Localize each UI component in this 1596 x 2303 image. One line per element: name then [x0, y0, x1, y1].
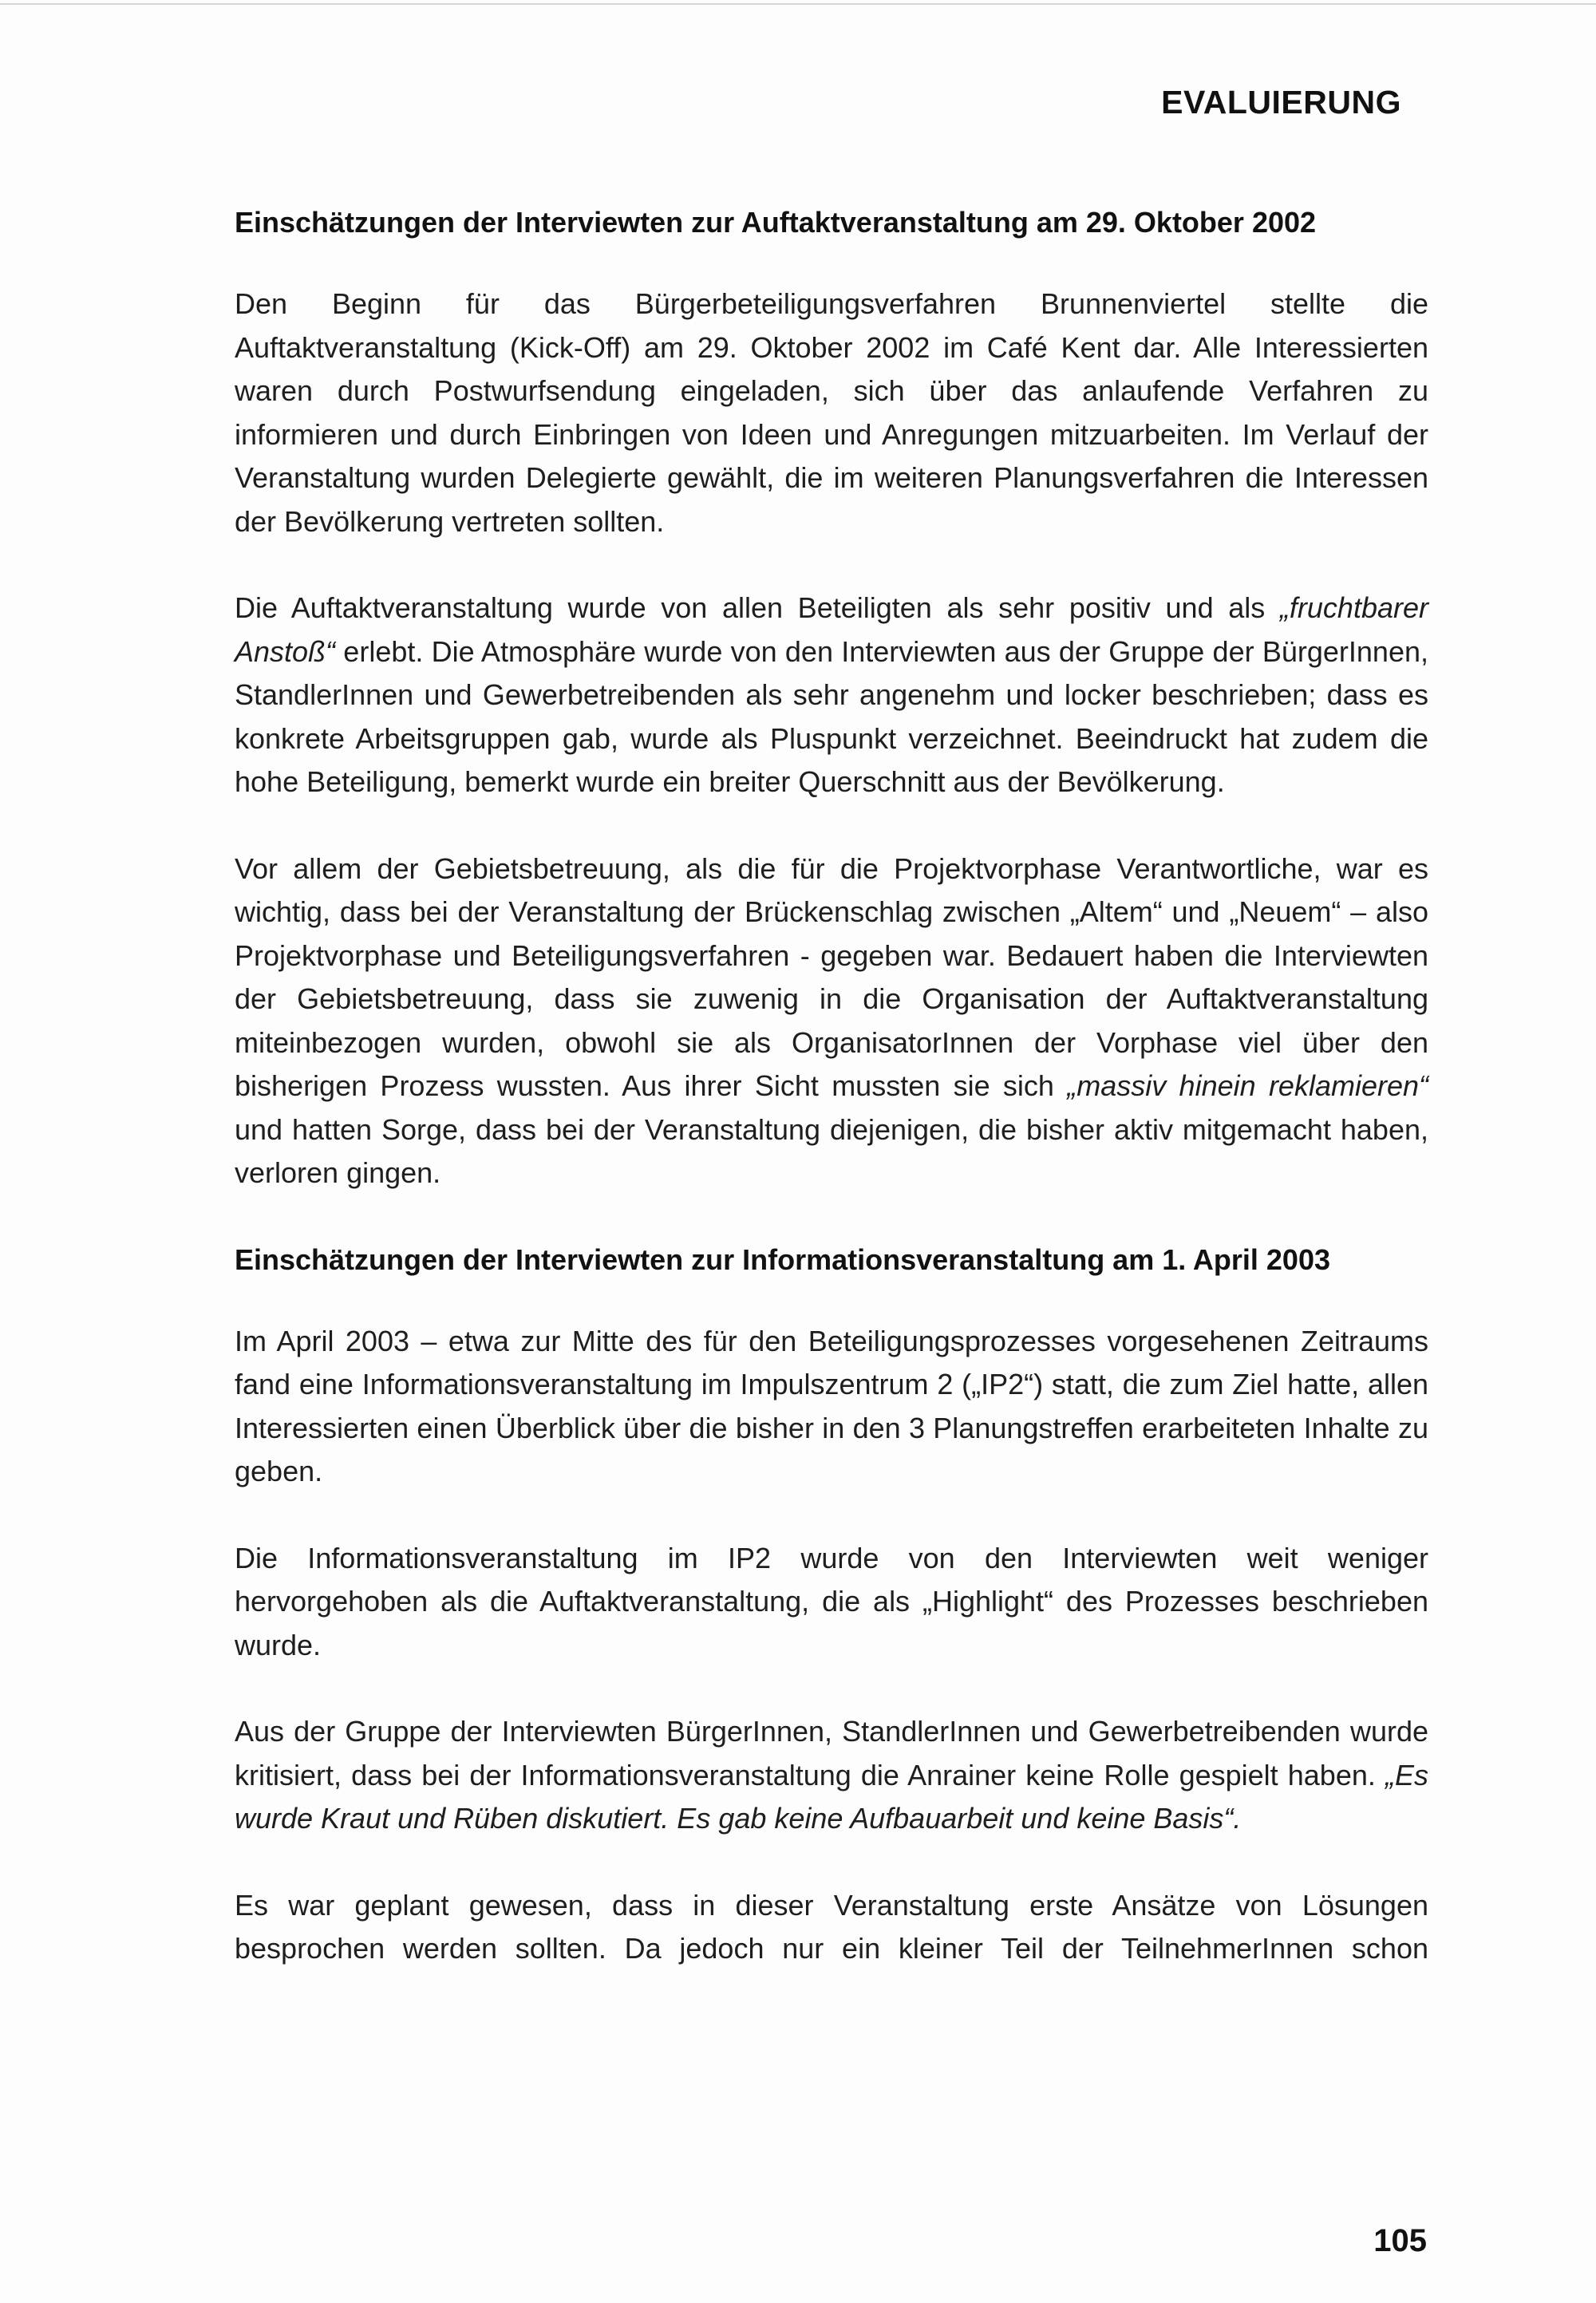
page-content — [235, 201, 1428, 1971]
interview-quote: „Es wurde Kraut und Rüben diskutiert. Es gab keine Aufbauarbeit und keine Basis“. — [235, 1758, 1428, 1835]
section-heading-info-event: Einschätzungen der Interviewten zur Informationsveranstaltung am 1. April 2003 — [235, 1242, 1330, 1276]
interview-quote: „fruchtbarer Anstoß“ — [235, 591, 1428, 668]
section-heading-kickoff: Einschätzungen der Interviewten zur Auftaktveranstaltung am 29. Oktober 2002 — [235, 206, 1317, 239]
paragraph: Es war geplant gewesen, dass in dieser Veranstaltung erste Ansätze von Lösungen besprochen werden sollten. Da jedoch nur ein kleiner Teil der TeilnehmerInnen schon — [235, 1888, 1428, 1965]
page-number: 105 — [1373, 2223, 1427, 2258]
paragraph — [235, 587, 1428, 804]
paragraph-text: Aus der Gruppe der Interviewten BürgerInnen, StandlerInnen und Gewerbetreibenden wurde kritisiert, dass bei der Informationsveranstaltung die Anrainer keine Rolle gespielt haben. — [235, 1715, 1428, 1791]
section-header: EVALUIERUNG — [1161, 84, 1401, 120]
paragraph-text: und hatten Sorge, dass bei der Veranstaltung diejenigen, die bisher aktiv mitgemacht haben, verloren gingen. — [235, 1112, 1428, 1189]
paragraph-text: erlebt. Die Atmosphäre wurde von den Interviewten aus der Gruppe der BürgerInnen, StandlerInnen und Gewerbetreibenden als sehr angenehm und locker beschrieben; dass es konkrete Arbeitsgruppen gab, wurde als Pluspunkt verzeichnet. Beeindruckt hat zudem die hohe Beteiligung, bemerkt wurde ein breiter Querschnitt aus der Bevölkerung. — [235, 634, 1428, 798]
paragraph-text: Vor allem der Gebietsbetreuung, als die für die Projektvorphase Verantwortliche, war es wichtig, dass bei der Veranstaltung der Brückenschlag zwischen „Altem“ und „Neuem“ – also Projektvorphase und Beteiligungsverfahren - gegeben war. Bedauert haben die Interviewten der Gebietsbetreuung, dass sie zuwenig in die Organisation der Auftaktveranstaltung miteinbezogen wurden, obwohl sie als OrganisatorInnen der Vorphase viel über den bisherigen Prozess wussten. Aus ihrer Sicht mussten sie sich — [235, 851, 1428, 1102]
interview-quote: „massiv hinein reklamieren“ — [1067, 1069, 1428, 1102]
paragraph: Den Beginn für das Bürgerbeteiligungsverfahren Brunnenviertel stellte die Auftaktveranstaltung (Kick-Off) am 29. Oktober 2002 im Café Kent dar. Alle Interessierten waren durch Postwurfsendung eingeladen, sich über das anlaufende Verfahren zu informieren und durch Einbringen von Ideen und Anregungen mitzuarbeiten. Im Verlauf der Veranstaltung wurden Delegierte gewählt, die im weiteren Planungsverfahren die Interessen der Bevölkerung vertreten sollten. — [235, 287, 1428, 538]
paragraph — [235, 847, 1428, 1195]
top-edge-rule — [0, 3, 1596, 5]
paragraph: Die Informationsveranstaltung im IP2 wurde von den Interviewten weit weniger hervorgehoben als die Auftaktveranstaltung, die als „Highlight“ des Prozesses beschrieben wurde. — [235, 1541, 1428, 1661]
paragraph: Im April 2003 – etwa zur Mitte des für den Beteiligungsprozesses vorgesehenen Zeitraums fand eine Informationsveranstaltung im Impulszentrum 2 („IP2“) statt, die zum Ziel hatte, allen Interessierten einen Überblick über die bisher in den 3 Planungstreffen erarbeiteten Inhalte zu geben. — [235, 1324, 1428, 1487]
paragraph-text: Die Auftaktveranstaltung wurde von allen Beteiligten als sehr positiv und als — [235, 591, 1280, 624]
paragraph — [235, 1710, 1428, 1841]
